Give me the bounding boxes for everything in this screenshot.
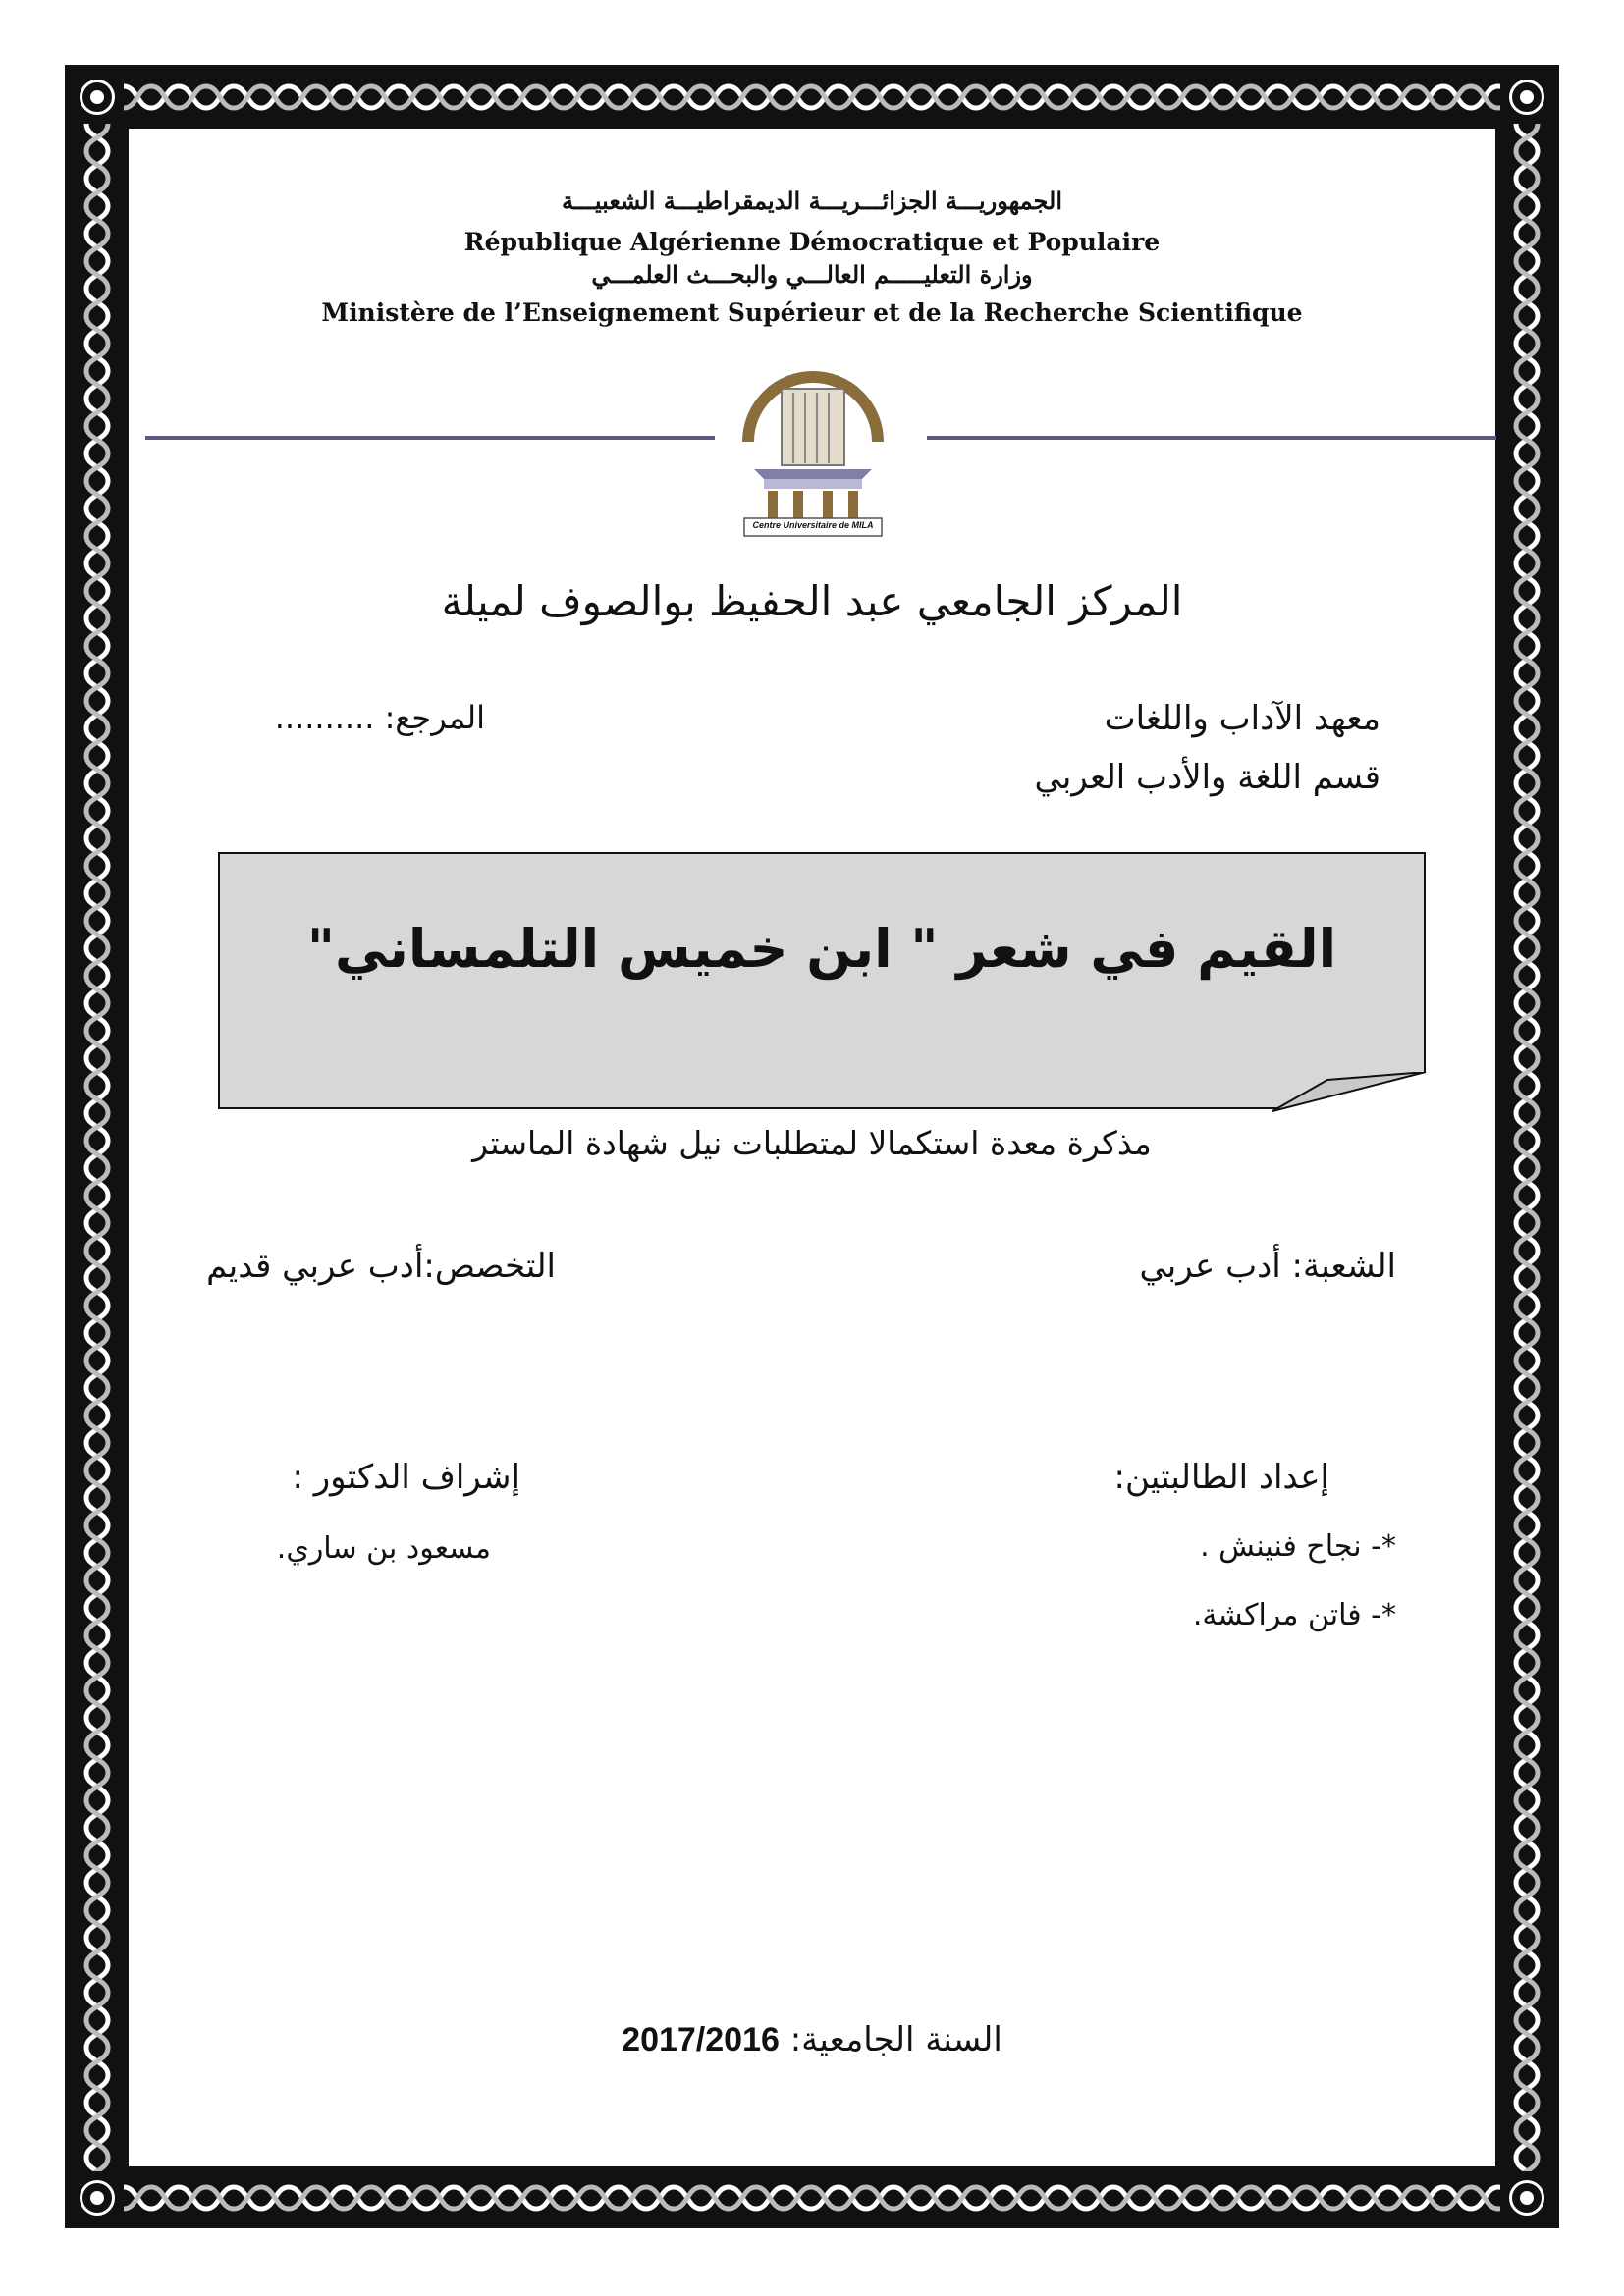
- ministry-arabic: وزارة التعليـــــم العالـــي والبحـــث العلمـــي: [591, 260, 1033, 289]
- student-name-1: *- نجاح فنينش .: [1200, 1529, 1396, 1564]
- supervisor-name: مسعود بن ساري.: [276, 1531, 491, 1566]
- corner-ornament-top-left: [71, 71, 124, 124]
- republic-arabic: الجمهوريـــة الجزائـــريـــة الديمقراطيـــة الشعبيـــة: [561, 187, 1063, 215]
- specialty-field: التخصص:أدب عربي قديم: [206, 1247, 556, 1286]
- republic-french: République Algérienne Démocratique et Populaire: [463, 228, 1161, 256]
- academic-year: [0, 2020, 1624, 2059]
- branch-field: الشعبة: أدب عربي: [1139, 1247, 1396, 1286]
- thesis-title: القيم في شعر " ابن خميس التلمساني": [306, 918, 1337, 980]
- ministry-french: Ministère de l’Enseignement Supérieur et de la Recherche Scientifique: [321, 298, 1303, 327]
- border-strip-bottom: [124, 2171, 1500, 2224]
- department-name: قسم اللغة والأدب العربي: [1034, 758, 1380, 797]
- reference-field: المرجع: ..........: [274, 699, 485, 736]
- supervisor-label: إشراف الدكتور :: [292, 1458, 520, 1497]
- title-box-page-curl: [1272, 1072, 1430, 1113]
- border-strip-top: [124, 71, 1500, 124]
- thesis-subtitle: مذكرة معدة استكمالا لمتطلبات نيل شهادة الماستر: [472, 1124, 1152, 1162]
- students-label: إعداد الطالبتين:: [1113, 1458, 1329, 1497]
- header-rule-right: [927, 436, 1496, 440]
- academic-year-label: السنة الجامعية:: [789, 2020, 1002, 2059]
- university-name: المركز الجامعي عبد الحفيظ بوالصوف لميلة: [441, 577, 1183, 625]
- institute-name: معهد الآداب واللغات: [1104, 699, 1380, 738]
- academic-year-value: 2017/2016: [622, 2021, 780, 2058]
- title-box: [218, 852, 1426, 1109]
- corner-ornament-top-right: [1500, 71, 1553, 124]
- corner-ornament-bottom-left: [71, 2171, 124, 2224]
- university-logo: [734, 353, 892, 540]
- logo-caption: Centre Universitaire de MILA: [752, 520, 874, 530]
- header-rule-left: [145, 436, 715, 440]
- corner-ornament-bottom-right: [1500, 2171, 1553, 2224]
- student-name-2: *- فاتن مراكشة.: [1192, 1598, 1396, 1632]
